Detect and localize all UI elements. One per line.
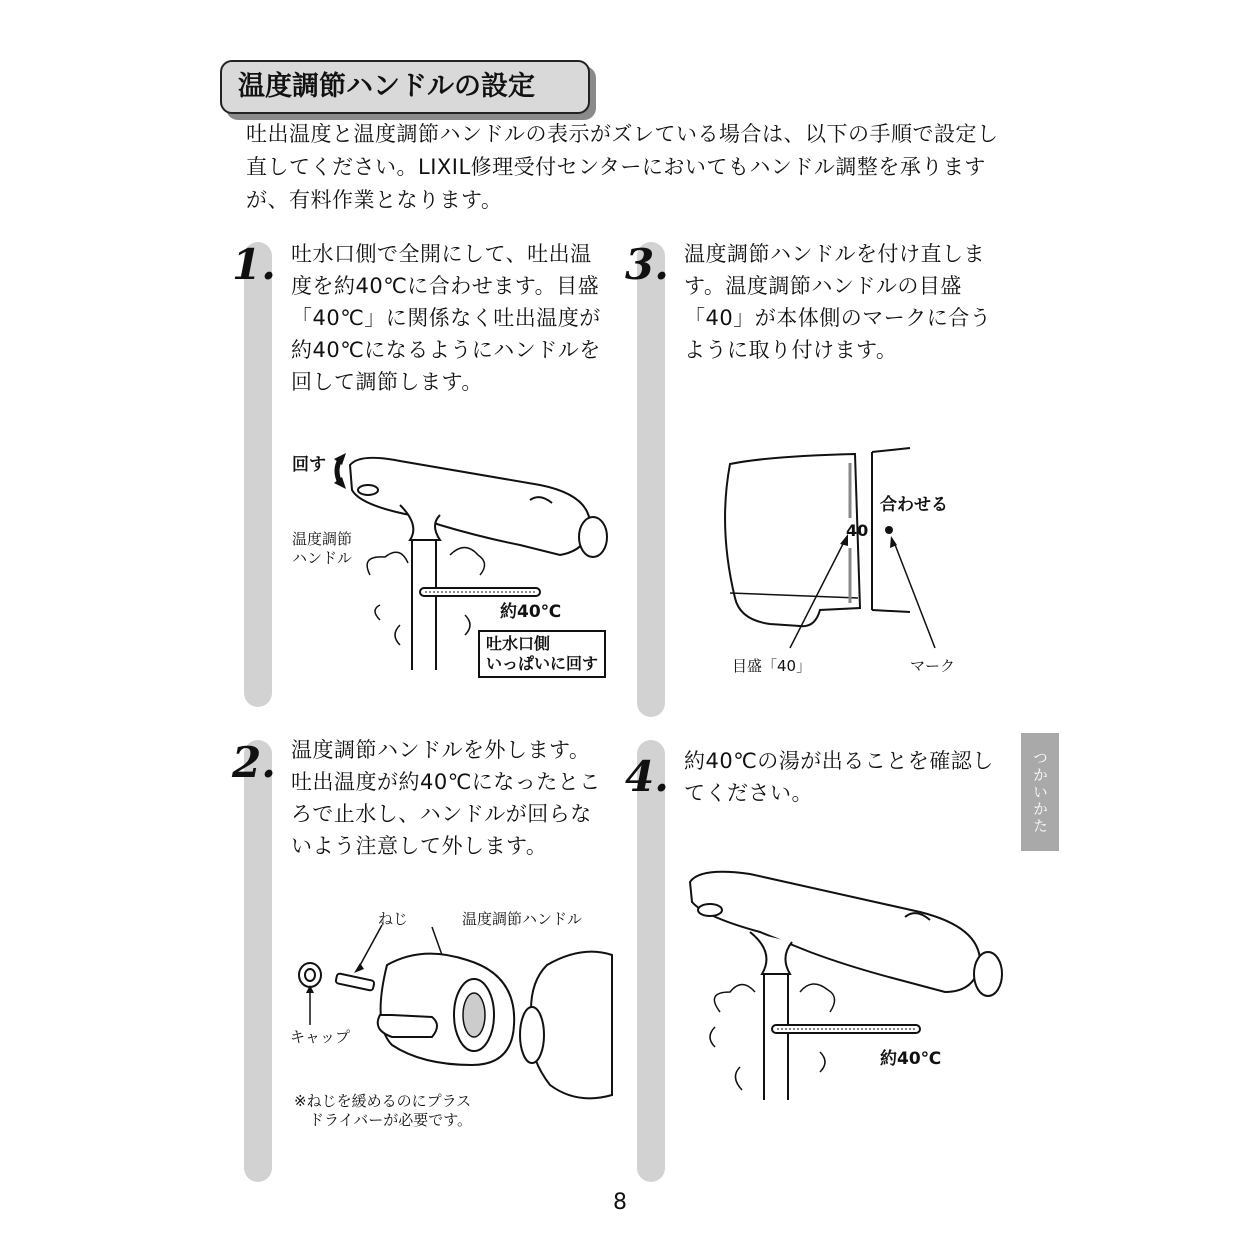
- spout-side-line2: いっぱいに回す: [486, 654, 599, 673]
- spout-side-note: [478, 630, 606, 678]
- step2-disassembly-illustration: [292, 945, 612, 1105]
- step3-number: 3.: [625, 240, 669, 289]
- step4-bar: [637, 740, 665, 1182]
- step4-text: 約40℃の湯が出ることを確認してください。: [684, 749, 994, 805]
- step2-text: 温度調節ハンドルを外します。吐出温度が約40℃になったところで止水し、ハンドルが回らないよう注意して外します。: [291, 738, 601, 858]
- usage-side-tab: つかいかた: [1021, 733, 1059, 851]
- section-title: 温度調節ハンドルの設定: [220, 60, 590, 114]
- step1-temp-label: 約40℃: [500, 602, 562, 622]
- step4-temp-label: 約40℃: [880, 1049, 942, 1069]
- step3-scale-illustration: [710, 448, 940, 638]
- scale-label: 目盛「40」: [732, 657, 812, 675]
- step1-handle-label: 温度調節 ハンドル: [292, 530, 353, 567]
- section-title-box: [220, 60, 590, 114]
- step2-number: 2.: [232, 738, 276, 787]
- step1-text: 吐水口側で全開にして、吐出温度を約40℃に合わせます。目盛「40℃」に関係なく吐出温度が約40℃になるようにハンドルを回して調節します。: [291, 242, 601, 394]
- step1-bar: [244, 242, 272, 707]
- rotate-label: 回す: [292, 455, 326, 475]
- cap-label: キャップ: [290, 1028, 351, 1046]
- intro-paragraph: 吐出温度と温度調節ハンドルの表示がズレている場合は、以下の手順で設定し直してください。LIXIL修理受付センターにおいてもハンドル調整を承りますが、有料作業となります。: [246, 122, 999, 212]
- mark-label: マーク: [910, 657, 956, 675]
- screw-label: ねじ: [378, 910, 409, 928]
- step3-text: 温度調節ハンドルを付け直します。温度調節ハンドルの目盛「40」が本体側のマークに合うように取り付けます。: [684, 242, 992, 362]
- step1-number: 1.: [232, 240, 276, 289]
- step2-handle-label: 温度調節ハンドル: [462, 910, 583, 928]
- page-number: 8: [613, 1190, 627, 1215]
- step3-bar: [637, 242, 665, 717]
- scale-value-40: 40: [846, 521, 869, 540]
- screwdriver-note: ※ねじを緩めるのにプラス ドライバーが必要です。: [294, 1092, 473, 1129]
- step4-number: 4.: [625, 752, 669, 801]
- step2-bar: [244, 740, 272, 1182]
- step4-faucet-illustration: [680, 862, 1010, 1102]
- spout-side-line1: 吐水口側: [486, 634, 551, 653]
- align-label: 合わせる: [880, 495, 948, 515]
